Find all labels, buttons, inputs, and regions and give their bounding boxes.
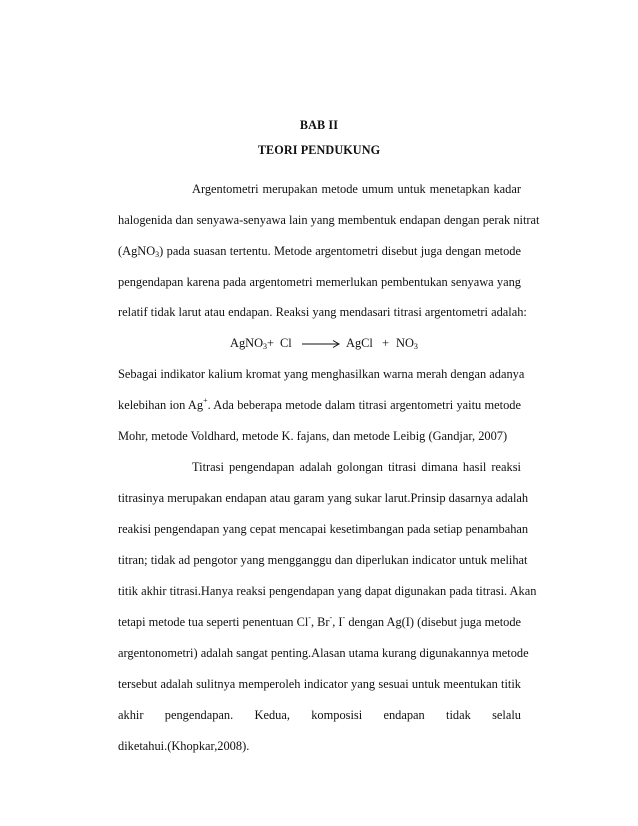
paragraph-3-line-10: diketahui.(Khopkar,2008). [118,739,250,753]
chloride-charge-superscript: - [308,613,311,622]
reactant-agno3-subscript: 3 [263,342,268,351]
paragraph-3-line-3: reakisi pengendapan yang cepat mencapai kesetimbangan pada setiap penambahan [118,522,529,536]
product-no3-text: NO [396,336,414,350]
paragraph-2-line-2-b: . Ada beberapa metode dalam titrasi argentometri yaitu metode [207,398,521,412]
plus-sign-2: + [382,336,389,350]
reactant-agno3 [230,335,274,351]
plus-sign: + [267,336,275,350]
paragraph-1-line-1: Argentometri merupakan metode umum untuk menetapkan kadar [192,182,521,196]
chapter-title: TEORI PENDUKUNG [257,143,381,157]
bromide-charge-superscript: - [329,613,333,622]
paragraph-1-line-4: pengendapan karena pada argentometri memerlukan pembentukan senyawa yang [118,275,521,289]
paragraph-2-line-1: Sebagai indikator kalium kromat yang menghasilkan warna merah dengan adanya [118,367,525,381]
product-no3 [396,335,418,351]
paragraph-3-line-7: argentonometri) adalah sangat penting.Alasan utama kurang digunakannya metode [118,646,529,660]
product-agcl: AgCl [346,336,373,350]
formula-subscript: 3 [155,250,160,259]
paragraph-3-line-6-c: , I [332,615,343,629]
paragraph-3-line-6 [118,614,521,630]
chapter-label: BAB II [299,118,339,132]
paragraph-3-line-6-b: , Br [310,615,330,629]
paragraph-3-line-9: akhir pengendapan. Kedua, komposisi endapan tidak selalu [118,708,521,722]
paragraph-1-line-2: halogenida dan senyawa-senyawa lain yang membentuk endapan dengan perak nitrat [118,213,540,227]
paragraph-2-line-2 [118,397,521,413]
reaction-arrow-icon [302,339,342,349]
formula-agno3: (AgNO [118,244,156,258]
iodide-charge-superscript: - [342,613,346,622]
paragraph-3-line-8: tersebut adalah sulitnya memperoleh indicator yang sesuai untuk meentukan titik [118,677,521,691]
paragraph-3-line-4: titran; tidak ad pengotor yang mengganggu dan diperlukan indicator untuk melihat [118,553,528,567]
paragraph-2-line-2-a: kelebihan ion Ag [118,398,204,412]
paragraph-3-line-2: titrasinya merupakan endapan atau garam yang sukar larut.Prinsip dasarnya adalah [118,491,529,505]
paragraph-3-line-6-a: tetapi metode tua seperti penentuan Cl [118,615,309,629]
product-no3-subscript: 3 [413,342,418,351]
ag-charge-superscript: + [203,396,208,405]
paragraph-1-line-3-text: ) pada suasan tertentu. Metode argentometri disebut juga dengan metode [159,244,521,258]
paragraph-2-line-3: Mohr, metode Voldhard, metode K. fajans, dan metode Leibig (Gandjar, 2007) [118,429,508,443]
reactant-agno3-text: AgNO [230,336,264,350]
paragraph-3-line-1: Titrasi pengendapan adalah golongan titrasi dimana hasil reaksi [192,460,521,474]
paragraph-3-line-5: titik akhir titrasi.Hanya reaksi pengendapan yang dapat digunakan pada titrasi. Akan [118,584,537,598]
paragraph-3-line-6-d: dengan Ag(I) (disebut juga metode [345,615,522,629]
paragraph-1-line-3 [118,243,521,259]
reactant-cl: Cl [280,336,292,350]
paragraph-1-line-5: relatif tidak larut atau endapan. Reaksi yang mendasari titrasi argentometri adalah: [118,305,527,319]
